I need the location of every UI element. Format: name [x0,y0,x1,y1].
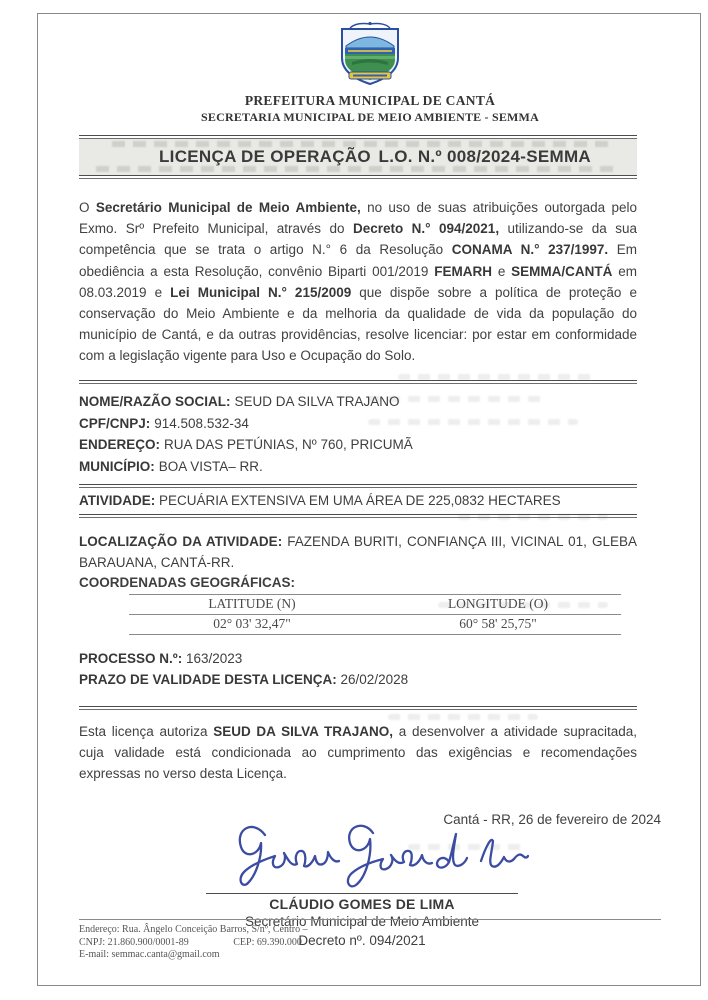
page-border-frame [37,13,701,986]
document-footer [79,919,661,962]
location-section [79,531,637,634]
coordinates-header-row [129,595,621,615]
footer-cep: CEP: 69.390.000 [233,936,302,948]
process-section [79,648,637,691]
license-title: LICENÇA DE OPERAÇÃO [159,147,371,166]
footer-email: E-mail: semmac.canta@gmail.com [79,949,220,960]
coat-of-arms-logo [332,20,408,90]
signatory-name: CLÁUDIO GOMES DE LIMA [269,896,455,913]
licensee-info [79,391,637,477]
signatory-decree: Decreto nº. 094/2021 [298,933,426,949]
footer-cnpj: CNPJ: 21.860.900/0001-89 [79,936,189,948]
signatory-role: Secretário Municipal de Meio Ambiente [244,914,480,930]
activity-row: ATIVIDADE: PECUÁRIA EXTENSIVA EM UMA ÁREA DE 225,0832 HECTARES [79,493,561,509]
coordinates-heading: COORDENADAS GEOGRÁFICAS: [79,574,296,590]
license-title-bar [79,135,637,179]
footer-address: Endereço: Rua. Ângelo Conceição Barros, S/nº, Centro – [79,924,308,935]
handwritten-signature [229,821,529,899]
licensee-cpf-row: CPF/CNPJ: 914.508.532-34 [79,415,249,431]
section-divider [79,514,637,518]
org-name: PREFEITURA MUNICIPAL DE CANTÁ [244,93,496,108]
footer-cnpj-cep [79,937,661,950]
longitude-header: LONGITUDE (O) [447,595,549,611]
licensee-name-row: NOME/RAZÃO SOCIAL: SEUD DA SILVA TRAJANO [79,394,400,410]
section-divider [79,380,637,384]
location-row: LOCALIZAÇÃO DA ATIVIDADE: FAZENDA BURITI, CONFIANÇA III, VICINAL 01, GLEBA BARAUANA, CANTÁ-RR. [79,534,637,571]
coordinates-value-row [129,615,621,635]
section-divider [79,706,637,710]
validity-row: PRAZO DE VALIDADE DESTA LICENÇA: 26/02/2028 [79,672,409,688]
preamble-paragraph: O Secretário Municipal de Meio Ambiente, no uso de suas atribuições outorgada pelo Exmo. Srº Prefeito Municipal, através do Decreto N.° 094/2021, utilizando-se da sua competência que se trata o artigo N.° 6 da Resolução CONAMA N.° 237/1997. Em obediência a esta Resolução, convênio Biparti 001/2019 FEMARH e SEMMA/CANTÁ em 08.03.2019 e Lei Municipal N.° 215/2009 que dispõe sobre a política de proteção e conservação do Meio Ambiente e da melhoria da qualidade de vida da população do município de Cantá, e da outras providências, resolve licenciar: por estar em conformidade com a legislação vigente para Uso e Ocupação do Solo. [79,200,637,364]
signature-rule [206,893,518,894]
coordinates-table [129,594,621,635]
date-line: Cantá - RR, 26 de fevereiro de 2024 [443,812,661,828]
footer-rule [79,919,661,920]
licensee-municipality-row: MUNICÍPIO: BOA VISTA– RR. [79,458,263,474]
license-number: L.O. N.º 008/2024-SEMMA [378,147,591,166]
org-department: SECRETARIA MUNICIPAL DE MEIO AMBIENTE - SEMMA [201,110,539,124]
latitude-value: 02° 03' 32,47" [213,615,291,631]
process-number-row: PROCESSO N.º: 163/2023 [79,650,243,666]
latitude-header: LATITUDE (N) [208,595,296,611]
licensee-address-row: ENDEREÇO: RUA DAS PETÚNIAS, Nº 760, PRICUMÃ [79,437,413,453]
longitude-value: 60° 58' 25,75" [459,615,537,631]
closing-paragraph: Esta licença autoriza SEUD DA SILVA TRAJANO, a desenvolver a atividade supracitada, cuja validade está condicionada ao cumprimento das exigências e recomendações expressas no verso desta Licença. [79,723,637,781]
